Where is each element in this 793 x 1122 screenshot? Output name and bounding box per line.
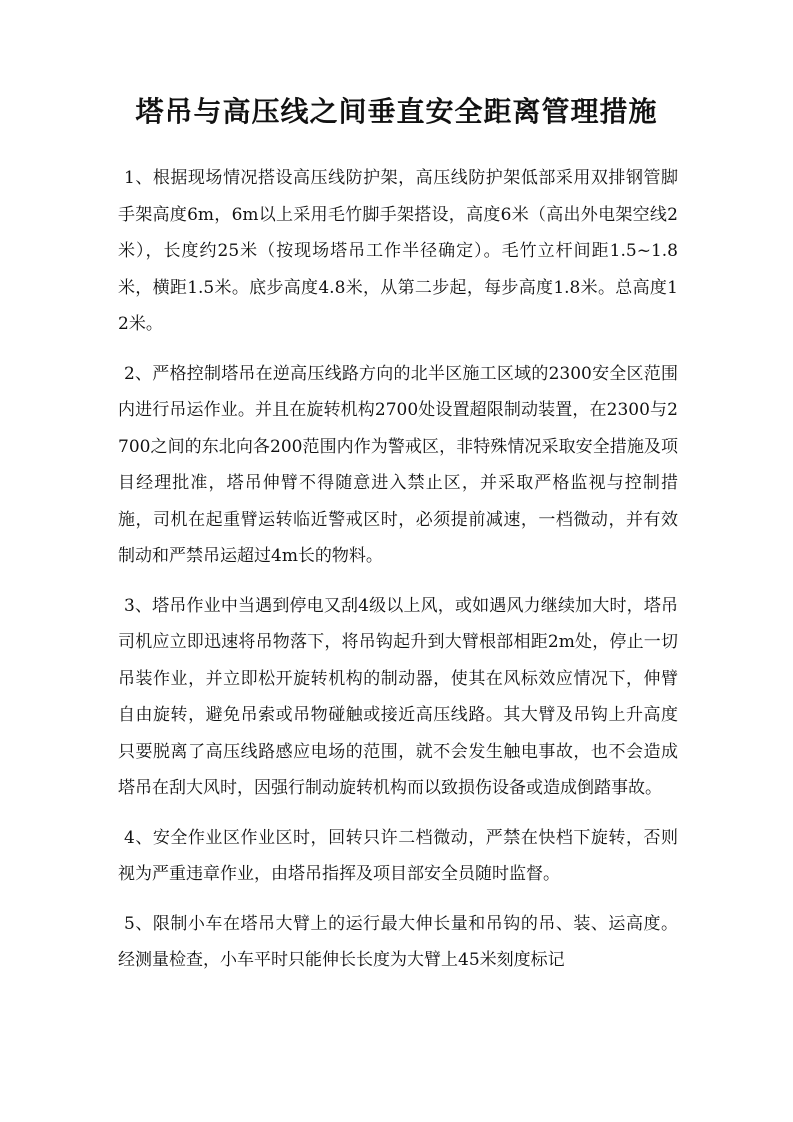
paragraph-4 [118, 820, 678, 893]
paragraph-text: 塔吊作业中当遇到停电又刮4级以上风，或如遇风力继续加大时，塔吊司机应立即迅速将吊物落下，将吊钩起升到大臂根部相距2m处，停止一切吊装作业，并立即松开旋转机构的制动器，使其在风标效应情况下，伸臂自由旋转，避免吊索或吊物碰触或接近高压线路。其大臂及吊钩上升高度只要脱离了高压线路感应电场的范围，就不会发生触电事故，也不会造成塔吊在刮大风时，因强行制动旋转机构而以致损伤设备或造成倒踏事故。 [118, 595, 678, 798]
paragraph-5 [118, 906, 678, 979]
paragraph-2 [118, 356, 678, 575]
paragraph-1 [118, 160, 678, 343]
paragraph-number: 3、 [124, 595, 153, 616]
document-title: 塔吊与高压线之间垂直安全距离管理措施 [135, 95, 658, 128]
document-body [118, 160, 678, 992]
paragraph-text: 严格控制塔吊在逆高压线路方向的北半区施工区域的2300安全区范围内进行吊运作业。并且在旋转机构2700处设置超限制动装置，在2300与2700之间的东北向各200范围内作为警戒区，非特殊情况采取安全措施及项目经理批准，塔吊伸臂不得随意进入禁止区，并采取严格监视与控制措施，司机在起重臂运转临近警戒区时，必须提前减速，一档微动，并有效制动和严禁吊运超过4m长的物料。 [118, 363, 678, 566]
paragraph-text: 安全作业区作业区时，回转只许二档微动，严禁在快档下旋转，否则视为严重违章作业，由塔吊指挥及项目部安全员随时监督。 [118, 827, 678, 884]
paragraph-3 [118, 588, 678, 807]
paragraph-text: 限制小车在塔吊大臂上的运行最大伸长量和吊钩的吊、装、运高度。经测量检查，小车平时只能伸长长度为大臂上45米刻度标记 [118, 913, 678, 970]
paragraph-number: 5、 [124, 913, 153, 934]
paragraph-number: 4、 [124, 827, 153, 848]
paragraph-text: 根据现场情况搭设高压线防护架，高压线防护架低部采用双排钢管脚手架高度6m，6m以上采用毛竹脚手架搭设，高度6米（高出外电架空线2米），长度约25米（按现场塔吊工作半径确定）。毛竹立杆间距1.5~1.8米，横距1.5米。底步高度4.8米，从第二步起，每步高度1.8米。总高度12米。 [118, 168, 678, 334]
paragraph-number: 1、 [124, 168, 153, 188]
paragraph-number: 2、 [124, 363, 153, 384]
